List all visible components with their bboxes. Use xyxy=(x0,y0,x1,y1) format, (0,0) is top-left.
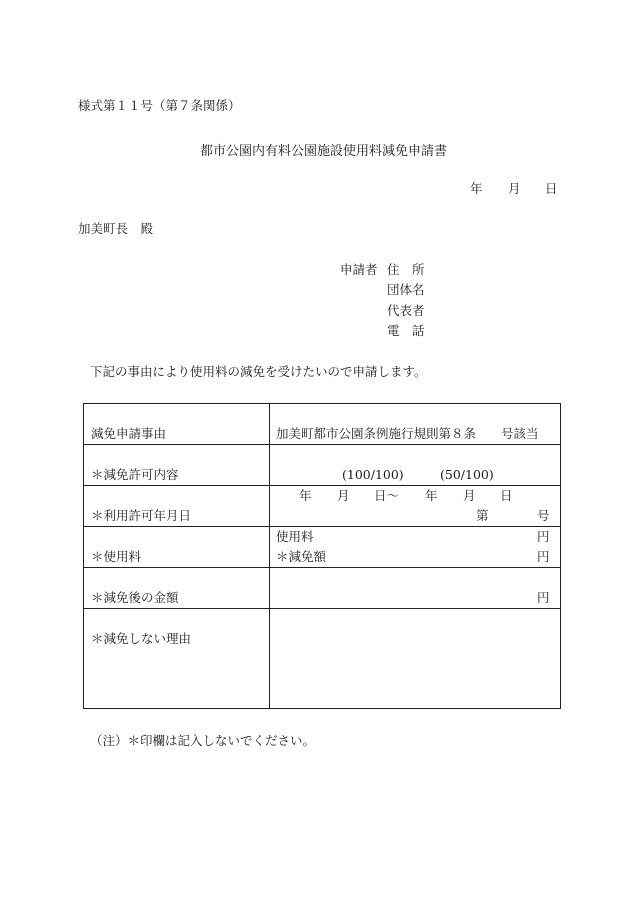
table-row-divider xyxy=(84,526,560,527)
date-year-label: 年 xyxy=(470,181,483,196)
reduction-option-half: (50/100) xyxy=(440,467,494,482)
permitted-reduction-label: ＊減免許可内容 xyxy=(91,467,179,482)
fee-label: 使用料 xyxy=(276,529,314,544)
application-table xyxy=(83,403,561,709)
period-start-year: 年 xyxy=(299,488,312,503)
reduction-option-full: (100/100) xyxy=(342,467,404,482)
addressee: 加美町長 殿 xyxy=(78,221,154,236)
applicant-address-label: 住 所 xyxy=(387,262,425,277)
table-row-divider xyxy=(84,608,560,609)
table-column-divider xyxy=(269,404,270,708)
period-end-year: 年 xyxy=(425,488,438,503)
period-end-month: 月 xyxy=(463,488,476,503)
table-row-divider xyxy=(84,444,560,445)
fee-unit: 円 xyxy=(537,529,550,544)
reduction-reason-value: 加美町都市公園条例施行規則第８条 号該当 xyxy=(276,426,539,441)
date-day-label: 日 xyxy=(545,181,558,196)
reduction-amount-label: ＊減免額 xyxy=(276,549,327,564)
period-start-day: 日〜 xyxy=(374,488,400,503)
no-reduction-reason-label: ＊減免しない理由 xyxy=(91,631,192,646)
amount-after-reduction-unit: 円 xyxy=(537,590,550,605)
footnote: （注）＊印欄は記入しないでください。 xyxy=(90,733,316,748)
form-number: 様式第１１号（第７条関係） xyxy=(78,98,241,113)
date-month-label: 月 xyxy=(508,181,521,196)
reduction-reason-label: 減免申請事由 xyxy=(91,426,167,441)
document-title: 都市公園内有料公園施設使用料減免申請書 xyxy=(200,144,448,159)
amount-after-reduction-label: ＊減免後の金額 xyxy=(91,590,179,605)
table-row-divider xyxy=(84,485,560,486)
applicant-label: 申請者 xyxy=(340,262,378,277)
applicant-representative-label: 代表者 xyxy=(387,303,425,318)
permit-number-suffix: 号 xyxy=(537,508,550,523)
usage-fee-label: ＊使用料 xyxy=(91,549,142,564)
permit-number-prefix: 第 xyxy=(476,508,489,523)
reduction-amount-unit: 円 xyxy=(537,549,550,564)
applicant-phone-label: 電 話 xyxy=(387,323,425,338)
period-start-month: 月 xyxy=(337,488,350,503)
applicant-group-label: 団体名 xyxy=(387,282,425,297)
period-end-day: 日 xyxy=(500,488,513,503)
table-row-divider xyxy=(84,567,560,568)
permit-date-label: ＊利用許可年月日 xyxy=(91,508,192,523)
application-statement: 下記の事由により使用料の減免を受けたいので申請します。 xyxy=(90,364,427,379)
